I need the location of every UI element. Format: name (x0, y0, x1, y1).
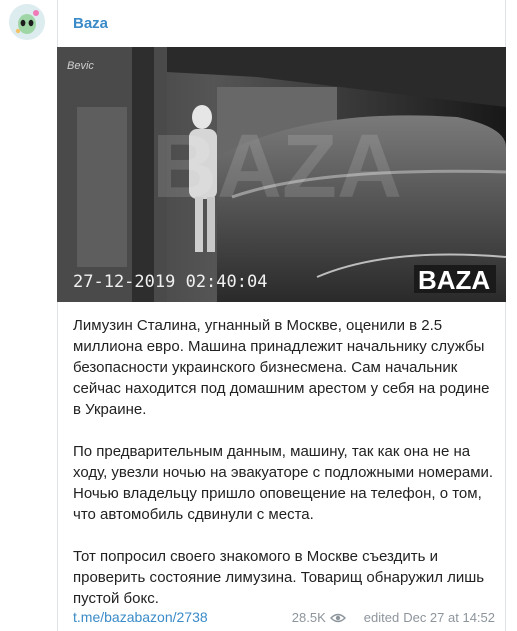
message-photo[interactable] (57, 47, 506, 302)
message-paragraph-3: Тот попросил своего знакомого в Москве съездить и проверить состояние лимузина. Товарищ обнаружил лишь пустой бокс. (73, 548, 485, 607)
camera-label: Bevic (67, 60, 94, 72)
message-footer (73, 609, 495, 627)
eye-icon (330, 613, 346, 623)
view-count: 28.5K (291, 610, 326, 625)
photo-timestamp: 27-12-2019 02:40:04 (73, 272, 268, 292)
message-text (73, 315, 495, 630)
alien-icon (9, 4, 45, 40)
edited-label: edited (363, 610, 400, 625)
channel-name[interactable]: Baza (73, 15, 109, 32)
message-paragraph-1: Лимузин Сталина, угнанный в Москве, оценили в 2.5 миллиона евро. Машина принадлежит начальнику службы безопасности украинского бизнесмена. Сам начальник сейчас находится под домашним арестом у себя на родине в Украине. (73, 317, 490, 418)
channel-avatar[interactable] (9, 4, 45, 40)
message-date: Dec 27 at 14:52 (403, 610, 495, 625)
watermark-logo: BAZA (418, 265, 491, 295)
message-paragraph-2: По предварительным данным, машину, так как она не на ходу, увезли ночью на эвакуаторе с подложными номерами. Ночью владельцу пришло оповещение на телефон, о том, что автомобиль сдвинули с места. (73, 443, 494, 523)
post-link[interactable]: t.me/bazabazon/2738 (73, 609, 208, 625)
message-meta (292, 610, 495, 625)
photo-faint-watermark: BAZA (152, 117, 402, 217)
